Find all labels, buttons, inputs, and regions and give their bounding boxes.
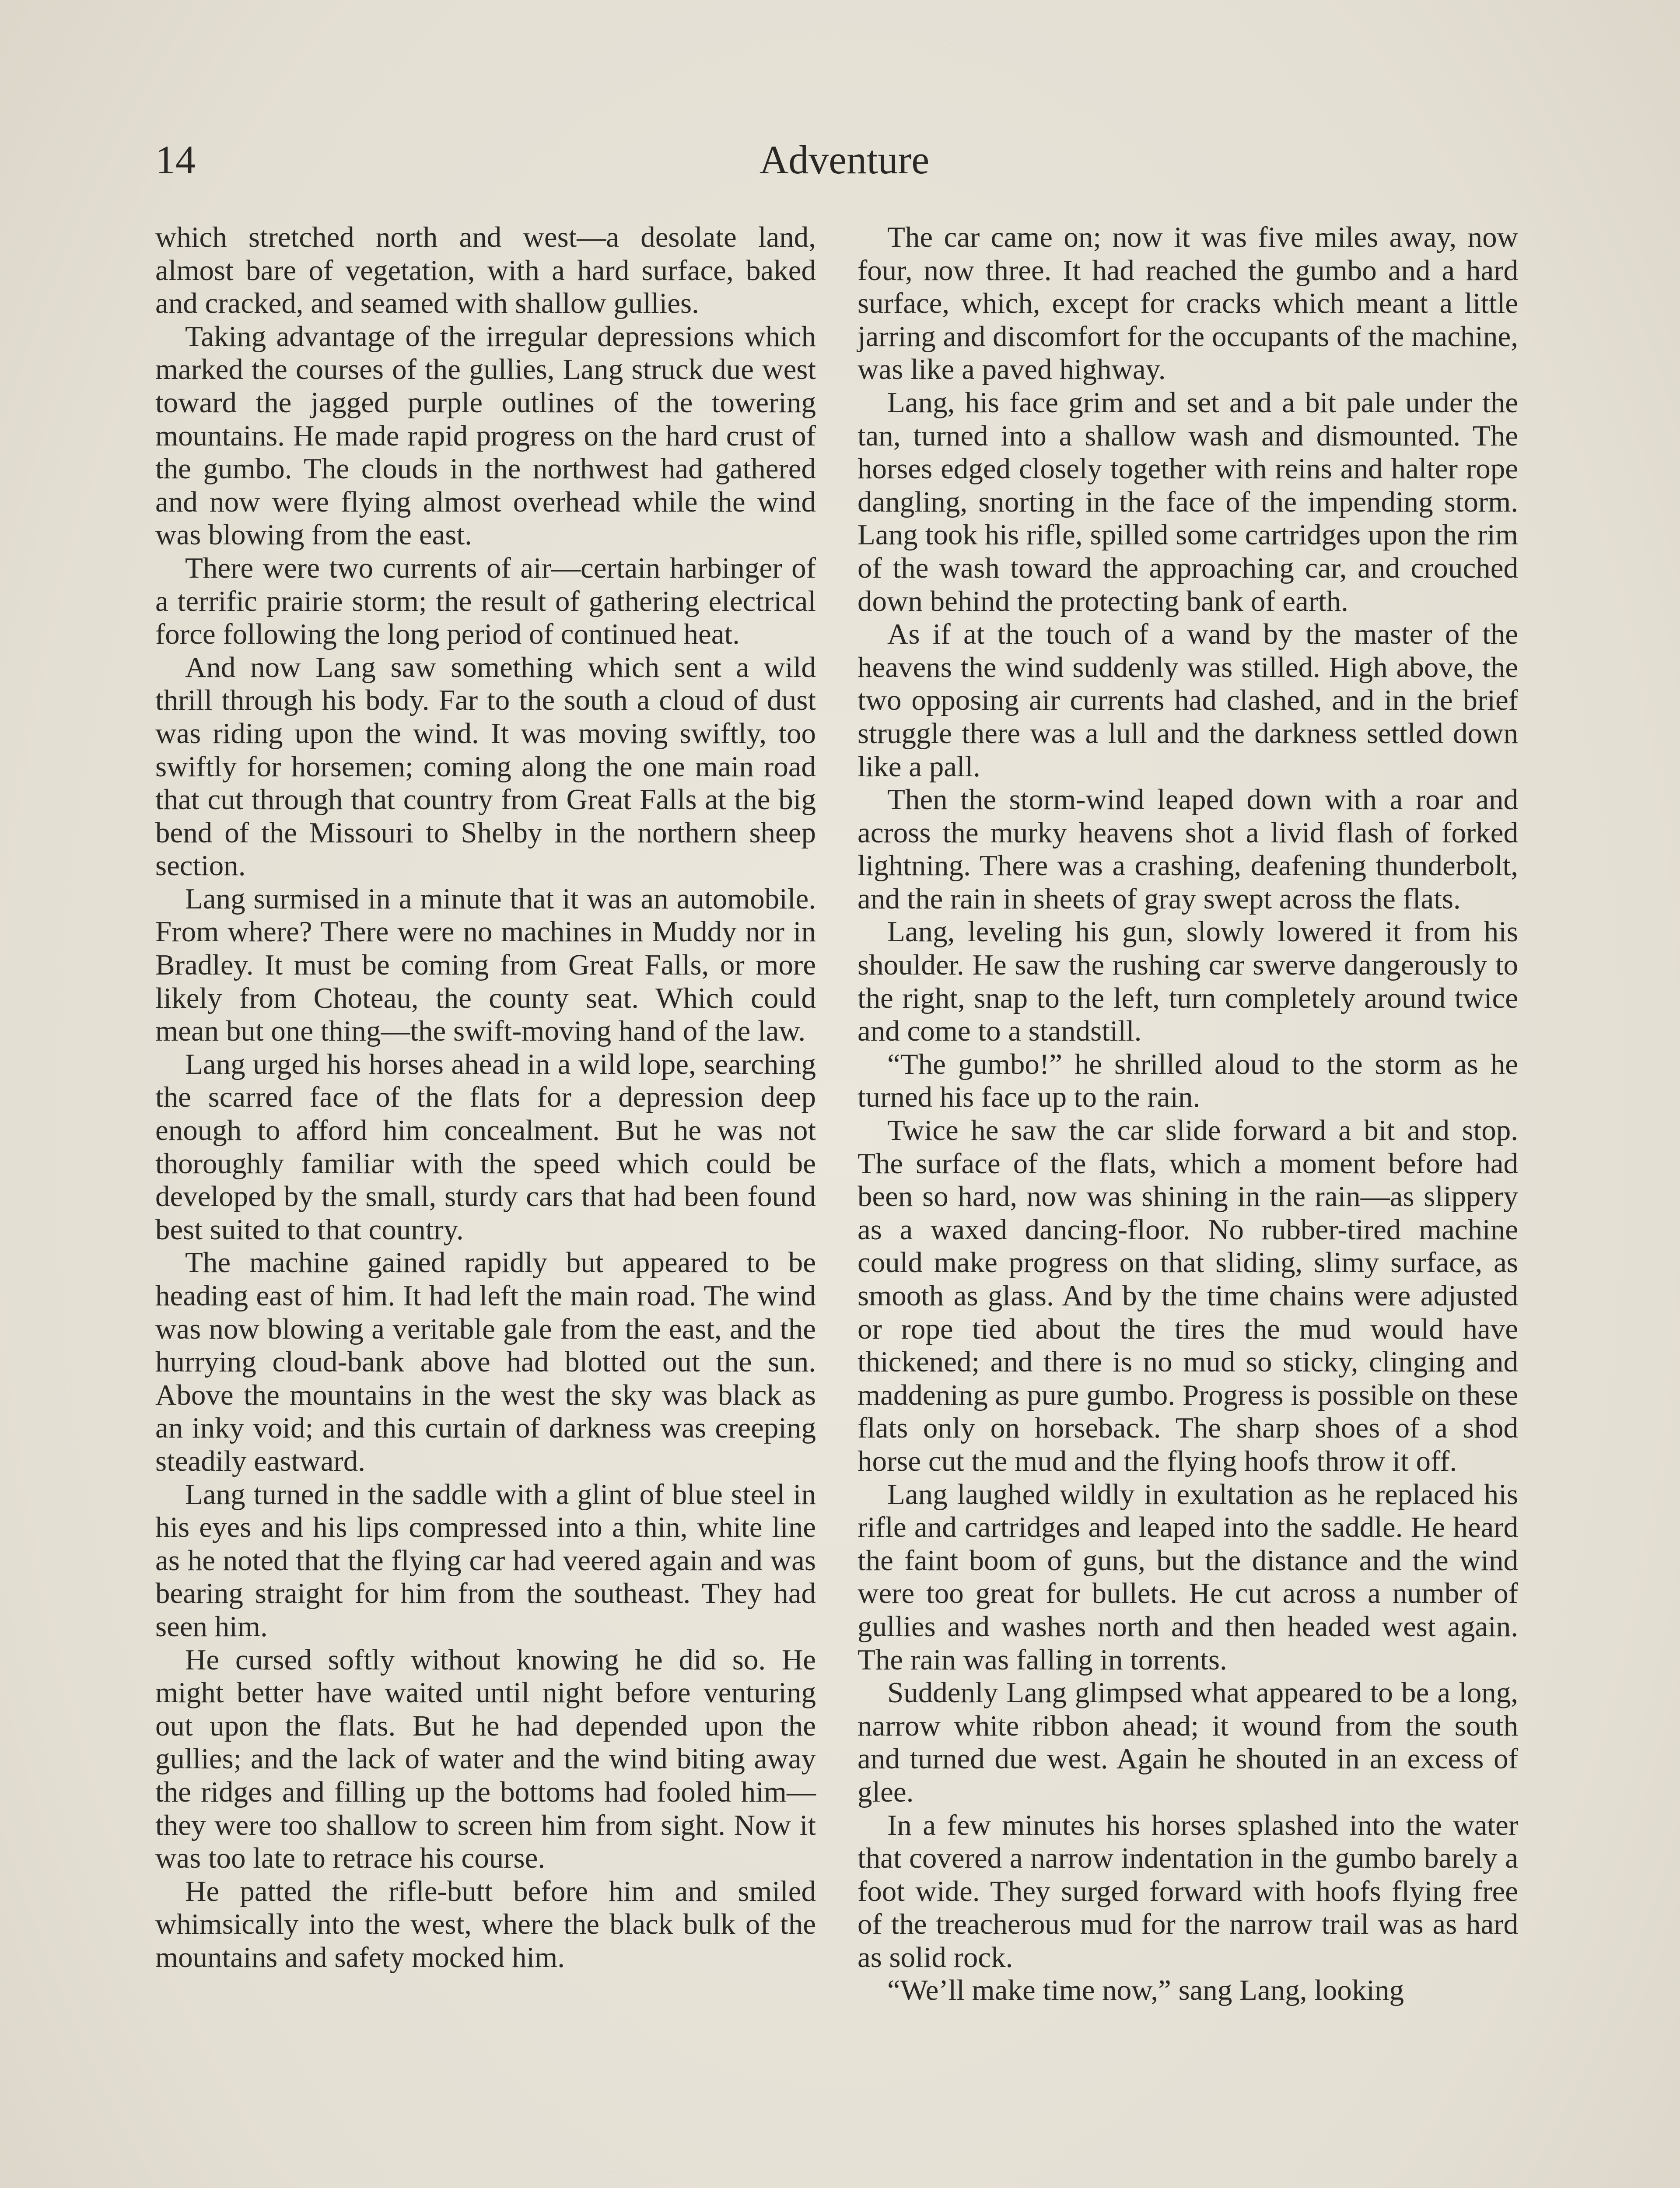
paragraph: As if at the touch of a wand by the master of the heavens the wind suddenly was stilled. High above, the two opposing air currents had clashed, and in the brief struggle there was a lull and the darkness settled down like a pall. — [858, 618, 1518, 783]
paragraph: He patted the rifle-butt before him and smiled whimsically into the west, where the black bulk of the mountains and safety mocked him. — [155, 1875, 816, 1974]
paragraph: And now Lang saw something which sent a wild thrill through his body. Far to the south a cloud of dust was riding upon the wind. It was moving swiftly, too swiftly for horsemen; coming along the one main road that cut through that country from Great Falls at the big bend of the Missouri to Shelby in the northern sheep section. — [155, 651, 816, 882]
paragraph: The machine gained rapidly but appeared to be heading east of him. It had left the main road. The wind was now blowing a veritable gale from the east, and the hurrying cloud-bank above had blotted out the sun. Above the mountains in the west the sky was black as an inky void; and this curtain of darkness was creeping steadily eastward. — [155, 1246, 816, 1477]
paragraph: Lang surmised in a minute that it was an automobile. From where? There were no machines in Muddy nor in Bradley. It must be coming from Great Falls, or more likely from Choteau, the county seat. Which could mean but one thing—the swift-moving hand of the law. — [155, 882, 816, 1048]
paragraph: “We’ll make time now,” sang Lang, looking — [887, 1974, 1404, 2007]
right-text-column — [858, 221, 1518, 2007]
paragraph: Lang turned in the saddle with a glint of blue steel in his eyes and his lips compressed into a thin, white line as he noted that the flying car had veered again and was bearing straight for him from the southeast. They had seen him. — [155, 1478, 816, 1643]
paragraph: Lang, his face grim and set and a bit pale under the tan, turned into a shallow wash and dismounted. The horses edged closely together with reins and halter rope dangling, snorting in the face of the impending storm. Lang took his rifle, spilled some cartridges upon the rim of the wash toward the approaching car, and crouched down behind the protecting bank of earth. — [858, 386, 1518, 617]
page-header — [155, 131, 1533, 188]
paragraph: Lang, leveling his gun, slowly lowered it from his shoulder. He saw the rushing car swerve dangerously to the right, snap to the left, turn completely around twice and come to a standstill. — [858, 915, 1518, 1048]
paragraph: Lang urged his horses ahead in a wild lope, searching the scarred face of the flats for a depression deep enough to afford him concealment. But he was not thoroughly familiar with the speed which could be developed by the small, sturdy cars that had been found best suited to that country. — [155, 1048, 816, 1246]
paragraph: which stretched north and west—a desolate land, almost bare of vegetation, with a hard surface, baked and cracked, and seamed with shallow gullies. — [155, 221, 816, 320]
paragraph: The car came on; now it was five miles away, now four, now three. It had reached the gumbo and a hard surface, which, except for cracks which meant a little jarring and discomfort for the occupants of the machine, was like a paved highway. — [858, 221, 1518, 386]
paragraph: In a few minutes his horses splashed into the water that covered a narrow indentation in the gumbo barely a foot wide. They surged forward with hoofs flying free of the treacherous mud for the narrow trail was as hard as solid rock. — [858, 1809, 1518, 1974]
paragraph: Lang laughed wildly in exultation as he replaced his rifle and cartridges and leaped into the saddle. He heard the faint boom of guns, but the distance and the wind were too great for bullets. He cut across a number of gullies and washes north and then headed west again. The rain was falling in torrents. — [858, 1478, 1518, 1676]
paragraph: Then the storm-wind leaped down with a roar and across the murky heavens shot a livid flash of forked lightning. There was a crashing, deafening thunderbolt, and the rain in sheets of gray swept across the flats. — [858, 783, 1518, 915]
paragraph: Suddenly Lang glimpsed what appeared to be a long, narrow white ribbon ahead; it wound from the south and turned due west. Again he shouted in an excess of glee. — [858, 1676, 1518, 1808]
magazine-title: Adventure — [759, 137, 930, 182]
left-text-column — [155, 221, 816, 1974]
paragraph: “The gumbo!” he shrilled aloud to the storm as he turned his face up to the rain. — [858, 1048, 1518, 1114]
page-number: 14 — [155, 137, 196, 182]
paragraph: Twice he saw the car slide forward a bit and stop. The surface of the flats, which a moment before had been so hard, now was shining in the rain—as slippery as a waxed dancing-floor. No rubber-tired machine could make progress on that sliding, slimy surface, as smooth as glass. And by the time chains were adjusted or rope tied about the tires the mud would have thickened; and there is no mud so sticky, clinging and maddening as pure gumbo. Progress is possible on these flats only on horseback. The sharp shoes of a shod horse cut the mud and the flying hoofs throw it off. — [858, 1114, 1518, 1477]
paragraph: There were two currents of air—certain harbinger of a terrific prairie storm; the result of gathering electrical force following the long period of continued heat. — [155, 551, 816, 651]
paragraph: He cursed softly without knowing he did so. He might better have waited until night before venturing out upon the flats. But he had depended upon the gullies; and the lack of water and the wind biting away the ridges and filling up the bottoms had fooled him—they were too shallow to screen him from sight. Now it was too late to retrace his course. — [155, 1643, 816, 1875]
paragraph: Taking advantage of the irregular depressions which marked the courses of the gullies, Lang struck due west toward the jagged purple outlines of the towering mountains. He made rapid progress on the hard crust of the gumbo. The clouds in the northwest had gathered and now were flying almost overhead while the wind was blowing from the east. — [155, 320, 816, 551]
